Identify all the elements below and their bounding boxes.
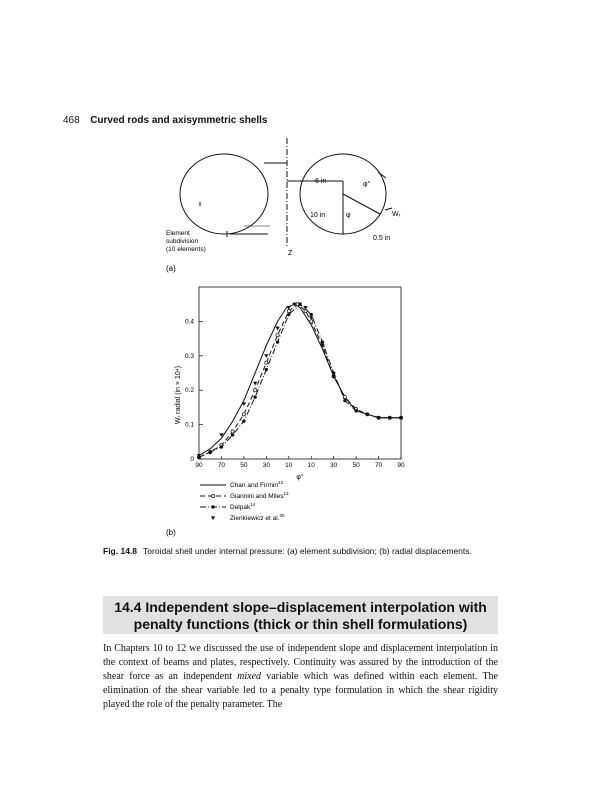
y-axis-label: Wᵣ radial (in × 10⁴) xyxy=(175,365,182,425)
legend-marker xyxy=(211,516,215,520)
legend-marker xyxy=(211,494,214,497)
section-heading-box xyxy=(103,596,498,634)
caption-label: Fig. 14.8 xyxy=(103,546,138,556)
running-header xyxy=(63,115,267,126)
z-label: Z xyxy=(288,250,293,257)
body-paragraph xyxy=(103,642,498,712)
data-point-giannini-and-miles xyxy=(287,309,290,312)
y-tick-label: 0.1 xyxy=(184,421,194,429)
x-tick-label: 50 xyxy=(352,462,360,469)
data-point-delpak xyxy=(220,445,223,448)
running-title: Curved rods and axisymmetric shells xyxy=(90,115,268,126)
y-tick-label: 0.4 xyxy=(184,318,194,326)
x-axis-label: φ° xyxy=(296,474,304,481)
legend-label xyxy=(230,480,284,489)
phi-label: φ xyxy=(346,212,351,219)
page-number: 468 xyxy=(63,115,80,126)
legend-ref: 13 xyxy=(283,491,289,496)
x-tick-label: 70 xyxy=(374,462,383,469)
dim-radius-label: 10 in xyxy=(310,212,326,219)
data-point-giannini-and-miles xyxy=(231,430,234,433)
data-point-delpak xyxy=(321,340,324,343)
x-tick-label: 50 xyxy=(240,462,248,469)
x-tick-label: 10 xyxy=(307,462,315,469)
data-point-delpak xyxy=(242,419,245,422)
x-tick-label: 70 xyxy=(217,462,226,469)
data-point-delpak xyxy=(343,399,346,402)
legend-label xyxy=(230,491,289,500)
legend-label xyxy=(230,513,285,522)
legend-label-text: Delpak xyxy=(230,504,251,511)
legend-ref: 12 xyxy=(278,480,284,485)
legend-ref: 30 xyxy=(279,513,285,518)
data-point-delpak xyxy=(287,313,290,316)
legend-marker xyxy=(211,505,214,508)
data-point-zienkiewicz-et-al- xyxy=(264,354,268,358)
x-tick-label: 30 xyxy=(262,462,270,469)
element-label-2: subdivision xyxy=(166,238,199,245)
data-point-delpak xyxy=(253,395,256,398)
section-heading-line-1: 14.4 Independent slope–displacement interpolation with xyxy=(114,599,487,615)
panel-a-label: (a) xyxy=(166,264,176,273)
x-tick-label: 90 xyxy=(397,462,405,469)
data-point-zienkiewicz-et-al- xyxy=(253,382,257,386)
data-point-giannini-and-miles xyxy=(276,334,279,337)
body-text-1: In Chapters 10 to 12 we discussed the use of independent slope and displacement interpolation in the context of beams and plates, respectively. Continuity was assured by the introduction of the shear force as an independent xyxy=(103,643,498,682)
legend-label-text: Zienkiewicz et al. xyxy=(230,515,280,522)
data-point-giannini-and-miles xyxy=(242,413,245,416)
figure-caption xyxy=(103,546,472,556)
legend-label-text: Chan and Firmin xyxy=(230,482,279,489)
y-tick-label: 0.3 xyxy=(184,352,194,360)
dim-top-label: 6 in xyxy=(315,178,327,185)
data-point-delpak xyxy=(399,416,402,419)
figure-b-chart xyxy=(0,275,603,545)
y-tick-label: 0 xyxy=(190,456,194,463)
data-point-delpak xyxy=(310,313,313,316)
left-torus-section xyxy=(180,154,268,234)
data-point-delpak xyxy=(366,413,369,416)
legend-label-text: Giannini and Miles xyxy=(230,493,284,500)
data-point-delpak xyxy=(265,368,268,371)
data-point-delpak xyxy=(231,433,234,436)
section-heading xyxy=(103,599,498,633)
data-point-giannini-and-miles xyxy=(310,320,313,323)
data-point-zienkiewicz-et-al- xyxy=(287,306,291,310)
data-point-delpak xyxy=(276,340,279,343)
element-label-1: Element xyxy=(166,230,190,237)
legend-ref: 14 xyxy=(250,502,256,507)
phi0-label: φ° xyxy=(363,181,371,188)
plot-frame xyxy=(199,287,401,459)
data-point-delpak xyxy=(332,371,335,374)
data-point-giannini-and-miles xyxy=(254,389,257,392)
data-point-giannini-and-miles xyxy=(265,361,268,364)
section-heading-line-2: penalty functions (thick or thin shell formulations) xyxy=(133,616,468,632)
x-tick-label: 10 xyxy=(285,462,293,469)
thickness-label: 0.5 in xyxy=(373,235,391,242)
y-tick-label: 0.2 xyxy=(184,387,194,395)
wr-label: Wᵣ xyxy=(392,211,401,218)
panel-b-label: (b) xyxy=(166,528,176,537)
data-point-zienkiewicz-et-al- xyxy=(275,327,279,331)
caption-text: Toroidal shell under internal pressure: (a) element subdivision; (b) radial displacements. xyxy=(143,546,472,556)
body-text-emphasis: mixed xyxy=(237,671,262,682)
series-line-delpak xyxy=(199,304,401,457)
series-line-chan-and-firmin xyxy=(199,304,401,455)
element-label-3: (10 elements) xyxy=(166,246,206,253)
legend-label xyxy=(230,502,256,511)
series-line-giannini-and-miles xyxy=(199,304,401,457)
x-tick-label: 90 xyxy=(195,462,203,469)
x-tick-label: 30 xyxy=(330,462,338,469)
data-point-delpak xyxy=(209,450,212,453)
data-point-delpak xyxy=(388,416,391,419)
body-text-2: variable which was defined within each element. The elimination of the shear variable led to a penalty type formulation in which the shear rigidity played the role of the penalty parameter. The xyxy=(103,671,498,710)
